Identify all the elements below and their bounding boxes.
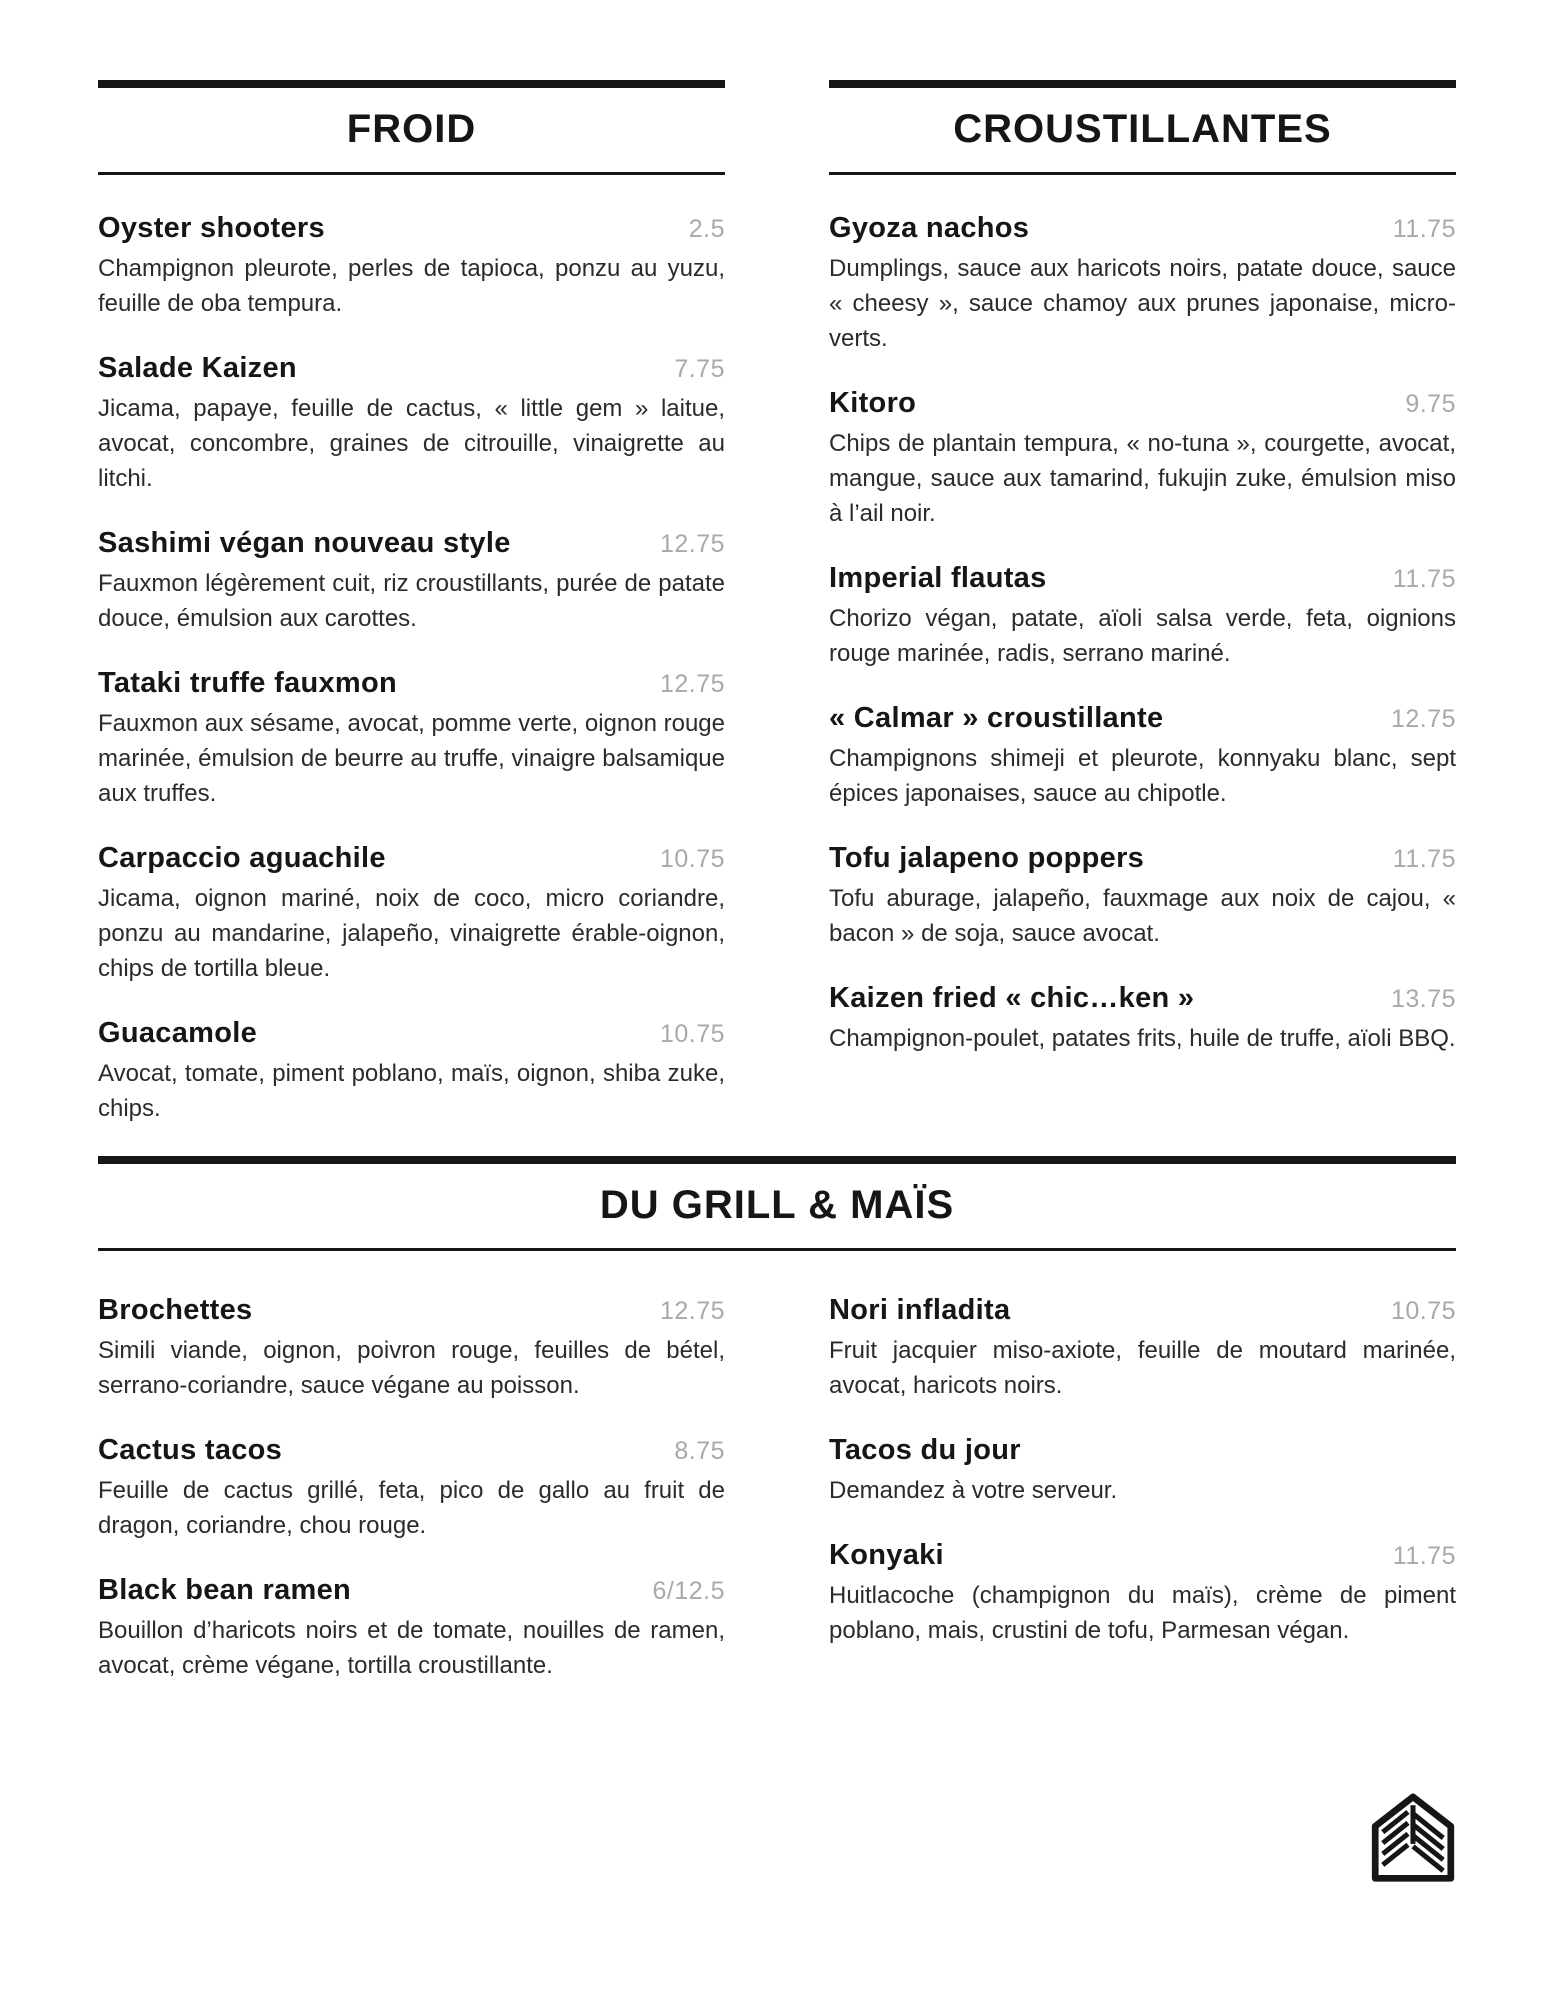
restaurant-logo xyxy=(1371,1793,1455,1883)
item-name: Carpaccio aguachile xyxy=(98,842,386,874)
item-name: « Calmar » croustillante xyxy=(829,702,1164,734)
item-price: 12.75 xyxy=(659,670,725,698)
item-name: Tacos du jour xyxy=(829,1434,1021,1466)
item-name: Black bean ramen xyxy=(98,1574,352,1606)
menu-item xyxy=(829,211,1456,356)
item-price: 10.75 xyxy=(1390,1297,1456,1325)
item-price: 11.75 xyxy=(1392,1542,1456,1570)
section-title-grill: DU GRILL & MAÏS xyxy=(599,1183,955,1227)
item-description: Jicama, papaye, feuille de cactus, « little gem » laitue, avocat, concombre, graines de citrouille, vinaigrette au litchi. xyxy=(98,395,725,492)
froid-items xyxy=(98,211,725,1126)
menu-item xyxy=(829,386,1456,531)
item-price: 11.75 xyxy=(1392,215,1456,243)
item-price: 13.75 xyxy=(1390,985,1456,1013)
item-description: Fauxmon légèrement cuit, riz croustillants, purée de patate douce, émulsion aux carottes. xyxy=(98,570,725,632)
item-name: Sashimi végan nouveau style xyxy=(98,527,511,559)
menu-item xyxy=(98,1433,725,1543)
item-description: Fauxmon aux sésame, avocat, pomme verte, oignon rouge marinée, émulsion de beurre au truffe, vinaigre balsamique aux truffes. xyxy=(98,710,725,807)
item-price: 12.75 xyxy=(659,1297,725,1325)
item-description: Champignon-poulet, patates frits, huile de truffe, aïoli BBQ. xyxy=(829,1025,1456,1052)
menu-item xyxy=(829,1538,1456,1648)
item-description: Chips de plantain tempura, « no-tuna », courgette, avocat, mangue, sauce aux tamarind, fukujin zuke, émulsion miso à l’ail noir. xyxy=(829,430,1456,527)
menu-item xyxy=(98,211,725,321)
item-price: 12.75 xyxy=(1390,705,1456,733)
item-name: Nori infladita xyxy=(829,1294,1011,1326)
menu-item xyxy=(98,1293,725,1403)
divider-thick xyxy=(829,80,1456,88)
item-price: 10.75 xyxy=(659,1020,725,1048)
item-name: Imperial flautas xyxy=(829,562,1047,594)
divider-thin xyxy=(829,172,1456,175)
item-name: Kaizen fried « chic…ken » xyxy=(829,982,1195,1014)
section-header-grill xyxy=(98,1156,1456,1251)
section-grill xyxy=(98,1156,1456,1713)
item-price: 8.75 xyxy=(674,1437,725,1465)
house-chevron-logo-icon xyxy=(1371,1870,1455,1887)
menu-item xyxy=(829,701,1456,811)
section-croustillantes xyxy=(829,80,1456,1156)
item-description: Champignons shimeji et pleurote, konnyaku blanc, sept épices japonaises, sauce au chipotle. xyxy=(829,745,1456,807)
menu-item xyxy=(829,841,1456,951)
menu-item xyxy=(829,1293,1456,1403)
item-description: Simili viande, oignon, poivron rouge, feuilles de bétel, serrano-coriandre, sauce végane au poisson. xyxy=(98,1337,725,1399)
item-price: 6/12.5 xyxy=(652,1577,725,1605)
item-description: Chorizo végan, patate, aïoli salsa verde, feta, oignions rouge marinée, radis, serrano mariné. xyxy=(829,605,1456,667)
item-name: Tofu jalapeno poppers xyxy=(829,842,1145,874)
item-name: Cactus tacos xyxy=(98,1434,283,1466)
item-description: Avocat, tomate, piment poblano, maïs, oignon, shiba zuke, chips. xyxy=(98,1060,725,1122)
divider-thin xyxy=(98,172,725,175)
item-price: 7.75 xyxy=(674,355,725,383)
item-description: Jicama, oignon mariné, noix de coco, micro coriandre, ponzu au mandarine, jalapeño, vinaigrette érable-oignon, chips de tortilla bleue. xyxy=(98,885,725,982)
menu-item xyxy=(98,841,725,986)
menu-item xyxy=(98,351,725,496)
item-description: Tofu aburage, jalapeño, fauxmage aux noix de cajou, « bacon » de soja, sauce avocat. xyxy=(829,885,1456,947)
item-price: 12.75 xyxy=(659,530,725,558)
divider-thick xyxy=(98,1156,1456,1164)
item-description: Dumplings, sauce aux haricots noirs, patate douce, sauce « cheesy », sauce chamoy aux prunes japonaise, micro-verts. xyxy=(829,255,1456,352)
divider-thick xyxy=(98,80,725,88)
item-name: Konyaki xyxy=(829,1539,944,1571)
item-description: Feuille de cactus grillé, feta, pico de gallo au fruit de dragon, coriandre, chou rouge. xyxy=(98,1477,725,1539)
menu-item xyxy=(98,666,725,811)
divider-thin xyxy=(98,1248,1456,1251)
item-description: Fruit jacquier miso-axiote, feuille de moutard marinée, avocat, haricots noirs. xyxy=(829,1337,1456,1399)
item-description: Demandez à votre serveur. xyxy=(829,1477,1118,1504)
item-name: Brochettes xyxy=(98,1294,253,1326)
item-name: Gyoza nachos xyxy=(829,212,1030,244)
item-name: Oyster shooters xyxy=(98,212,325,244)
top-columns xyxy=(98,80,1456,1156)
item-name: Tataki truffe fauxmon xyxy=(98,667,398,699)
item-price: 10.75 xyxy=(659,845,725,873)
item-description: Huitlacoche (champignon du maïs), crème de piment poblano, mais, crustini de tofu, Parmesan végan. xyxy=(829,1582,1456,1644)
item-price: 11.75 xyxy=(1392,565,1456,593)
menu-item xyxy=(98,526,725,636)
section-froid xyxy=(98,80,725,1156)
section-header-croustillantes xyxy=(829,80,1456,175)
item-price: 2.5 xyxy=(688,215,725,243)
item-description: Bouillon d’haricots noirs et de tomate, nouilles de ramen, avocat, crème végane, tortilla croustillante. xyxy=(98,1617,725,1679)
grill-right-column xyxy=(829,1293,1456,1713)
section-header-froid xyxy=(98,80,725,175)
item-name: Kitoro xyxy=(829,387,917,419)
grill-left-column xyxy=(98,1293,725,1713)
menu-item xyxy=(98,1016,725,1126)
croustillantes-items xyxy=(829,211,1456,1056)
item-name: Salade Kaizen xyxy=(98,352,297,384)
section-title-croustillantes: CROUSTILLANTES xyxy=(953,107,1332,151)
grill-items xyxy=(98,1293,1456,1713)
section-title-froid: FROID xyxy=(346,107,477,151)
item-name: Guacamole xyxy=(98,1017,258,1049)
item-price: 9.75 xyxy=(1405,390,1456,418)
menu-item xyxy=(829,981,1456,1056)
menu-item xyxy=(98,1573,725,1683)
item-description: Champignon pleurote, perles de tapioca, ponzu au yuzu, feuille de oba tempura. xyxy=(98,255,725,317)
menu-item xyxy=(829,1433,1456,1508)
menu-item xyxy=(829,561,1456,671)
item-price: 11.75 xyxy=(1392,845,1456,873)
